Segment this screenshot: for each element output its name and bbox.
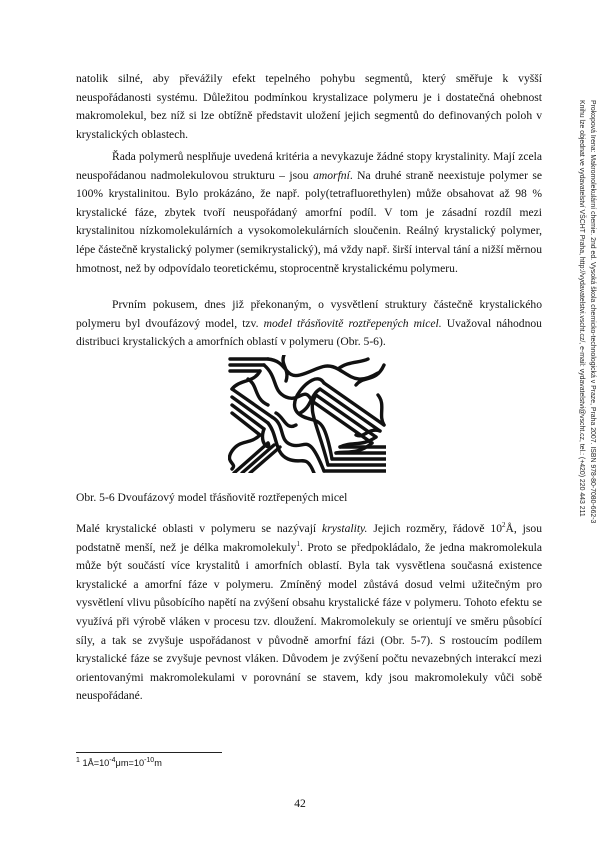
paragraph-3 (76, 296, 542, 352)
paragraph-4-part-b: Jejich rozměry, řádově 10 (367, 522, 502, 535)
term-micel-model: model třásňovitě roztřepených micel. (263, 316, 442, 330)
footnote (76, 758, 162, 768)
side-copyright-note (556, 100, 598, 620)
side-note-line-2: Knihu lze objednat ve vydavatelství VŠCHT Praha, http://vydavatelstvi.vscht.cz/, e-mail: vydavatelstvi@vscht.cz, tel.: (+420) 220 443 211 (578, 100, 585, 517)
paragraph-4-text (76, 520, 542, 706)
paragraph-2-part-b: . Na druhé straně neexistuje polymer se 100% krystalinitou. Bylo prokázáno, že např. poly(tetrafluorethylen) může obsahovat až 98 % krystalické fáze, zbytek tvoří neuspořádaný amorfní podíl. V tom je zásadní rozdíl mezi krystalinitou nízkomolekulárních a vysokomolekulárních sloučenin. Reálný krystalický polymer, lépe částečně krystalický polymer (semikrystalický), má vždy např. širší interval tání a nižší měrnou hmotnost, než by odpovídalo teoretickému, stoprocentně krystalickému polymeru. (76, 168, 542, 275)
paragraph-1-text: natolik silné, aby převážily efekt tepelného pohybu segmentů, který směřuje k vyšší neuspořádanosti systému. Důležitou podmínkou krystalizace polymeru je i dostatečná ohebnost makromolekul, bez níž si lze obtížně představit uložení jejich segmentů do definovaných poloh v krystalických oblastech. (76, 72, 542, 141)
page-number: 42 (294, 797, 306, 810)
paragraph-4-part-c: Å, jsou podstatně menší, než je délka makromolekuly (76, 522, 542, 554)
footnote-text-2: μm=10 (115, 758, 145, 768)
paragraph-4 (76, 520, 542, 706)
paragraph-3-text (76, 296, 542, 352)
footnote-text-1: 1Å=10 (82, 758, 110, 768)
term-amorfni: amorfní (313, 168, 350, 182)
footnote-reference[interactable]: 1 (296, 539, 300, 548)
footnote-divider (76, 752, 222, 753)
side-note-line-1: Prokopová Irena: Makromolekulární chemie. 2nd ed. Vysoká škola chemicko-technologická v Praze, Praha 2007. ISBN 978-80-7080-662-3 (589, 100, 596, 524)
paragraph-4-part-d: . Proto se předpokládalo, že jedna makromolekula může být součástí více krystalitů i amorfních oblastí. Byla tak vysvětlena současná existence krystalické a amorfní fáze v polymeru. Zmíněný model zůstává dosud velmi užitečným pro vysvětlení vlivu působícího napětí na zvýšení obsahu krystalické fáze v polymeru. Tohoto efektu se využívá při výrobě vláken v procesu tzv. dloužení. Makromolekuly se orientují ve směru působící síly, a tak se zvyšuje uspořádanost v původně amorfní fázi (Obr. 5-7). S rostoucím podílem krystalické fáze se zvyšuje pevnost vláken. Důvodem je zvýšení počtu nevazebných interakcí mezi orientovanými makromolekulami v porovnání se stavem, kdy jsou makromolekuly vůči sobě neuspořádané. (76, 540, 542, 703)
paragraph-4-part-a: Malé krystalické oblasti v polymeru se nazývají (76, 522, 323, 535)
paragraph-2-part-a: Řada polymerů nesplňuje uvedená kritéria a nevykazuje žádné stopy krystalinity. Mají zcela neuspořádanou nadmolekulovou strukturu – jsou (76, 150, 542, 182)
paragraph-2 (76, 148, 542, 278)
footnote-exponent-2: -10 (144, 756, 155, 764)
paragraph-2-text (76, 148, 542, 278)
paragraph-1 (76, 70, 542, 144)
micelle-illustration (228, 355, 386, 473)
footnote-exponent-1: -4 (109, 756, 116, 764)
exponent-superscript: 2 (502, 521, 506, 530)
paragraph-3-part-b: Uvažoval náhodnou distribuci krystalických a amorfních oblastí v polymeru (Obr. 5-6). (76, 316, 542, 349)
term-krystality: krystality. (322, 522, 368, 535)
figure-fringed-micelle-model (228, 355, 386, 473)
footnote-text-3: m (154, 758, 162, 768)
footnote-mark: 1 (76, 756, 80, 764)
figure-caption: Obr. 5-6 Dvoufázový model třásňovitě roztřepených micel (76, 491, 348, 504)
paragraph-3-part-a: Prvním pokusem, dnes již překonaným, o vysvětlení struktury částečně krystalického polymeru byl dvoufázový model, tzv. (76, 298, 542, 330)
